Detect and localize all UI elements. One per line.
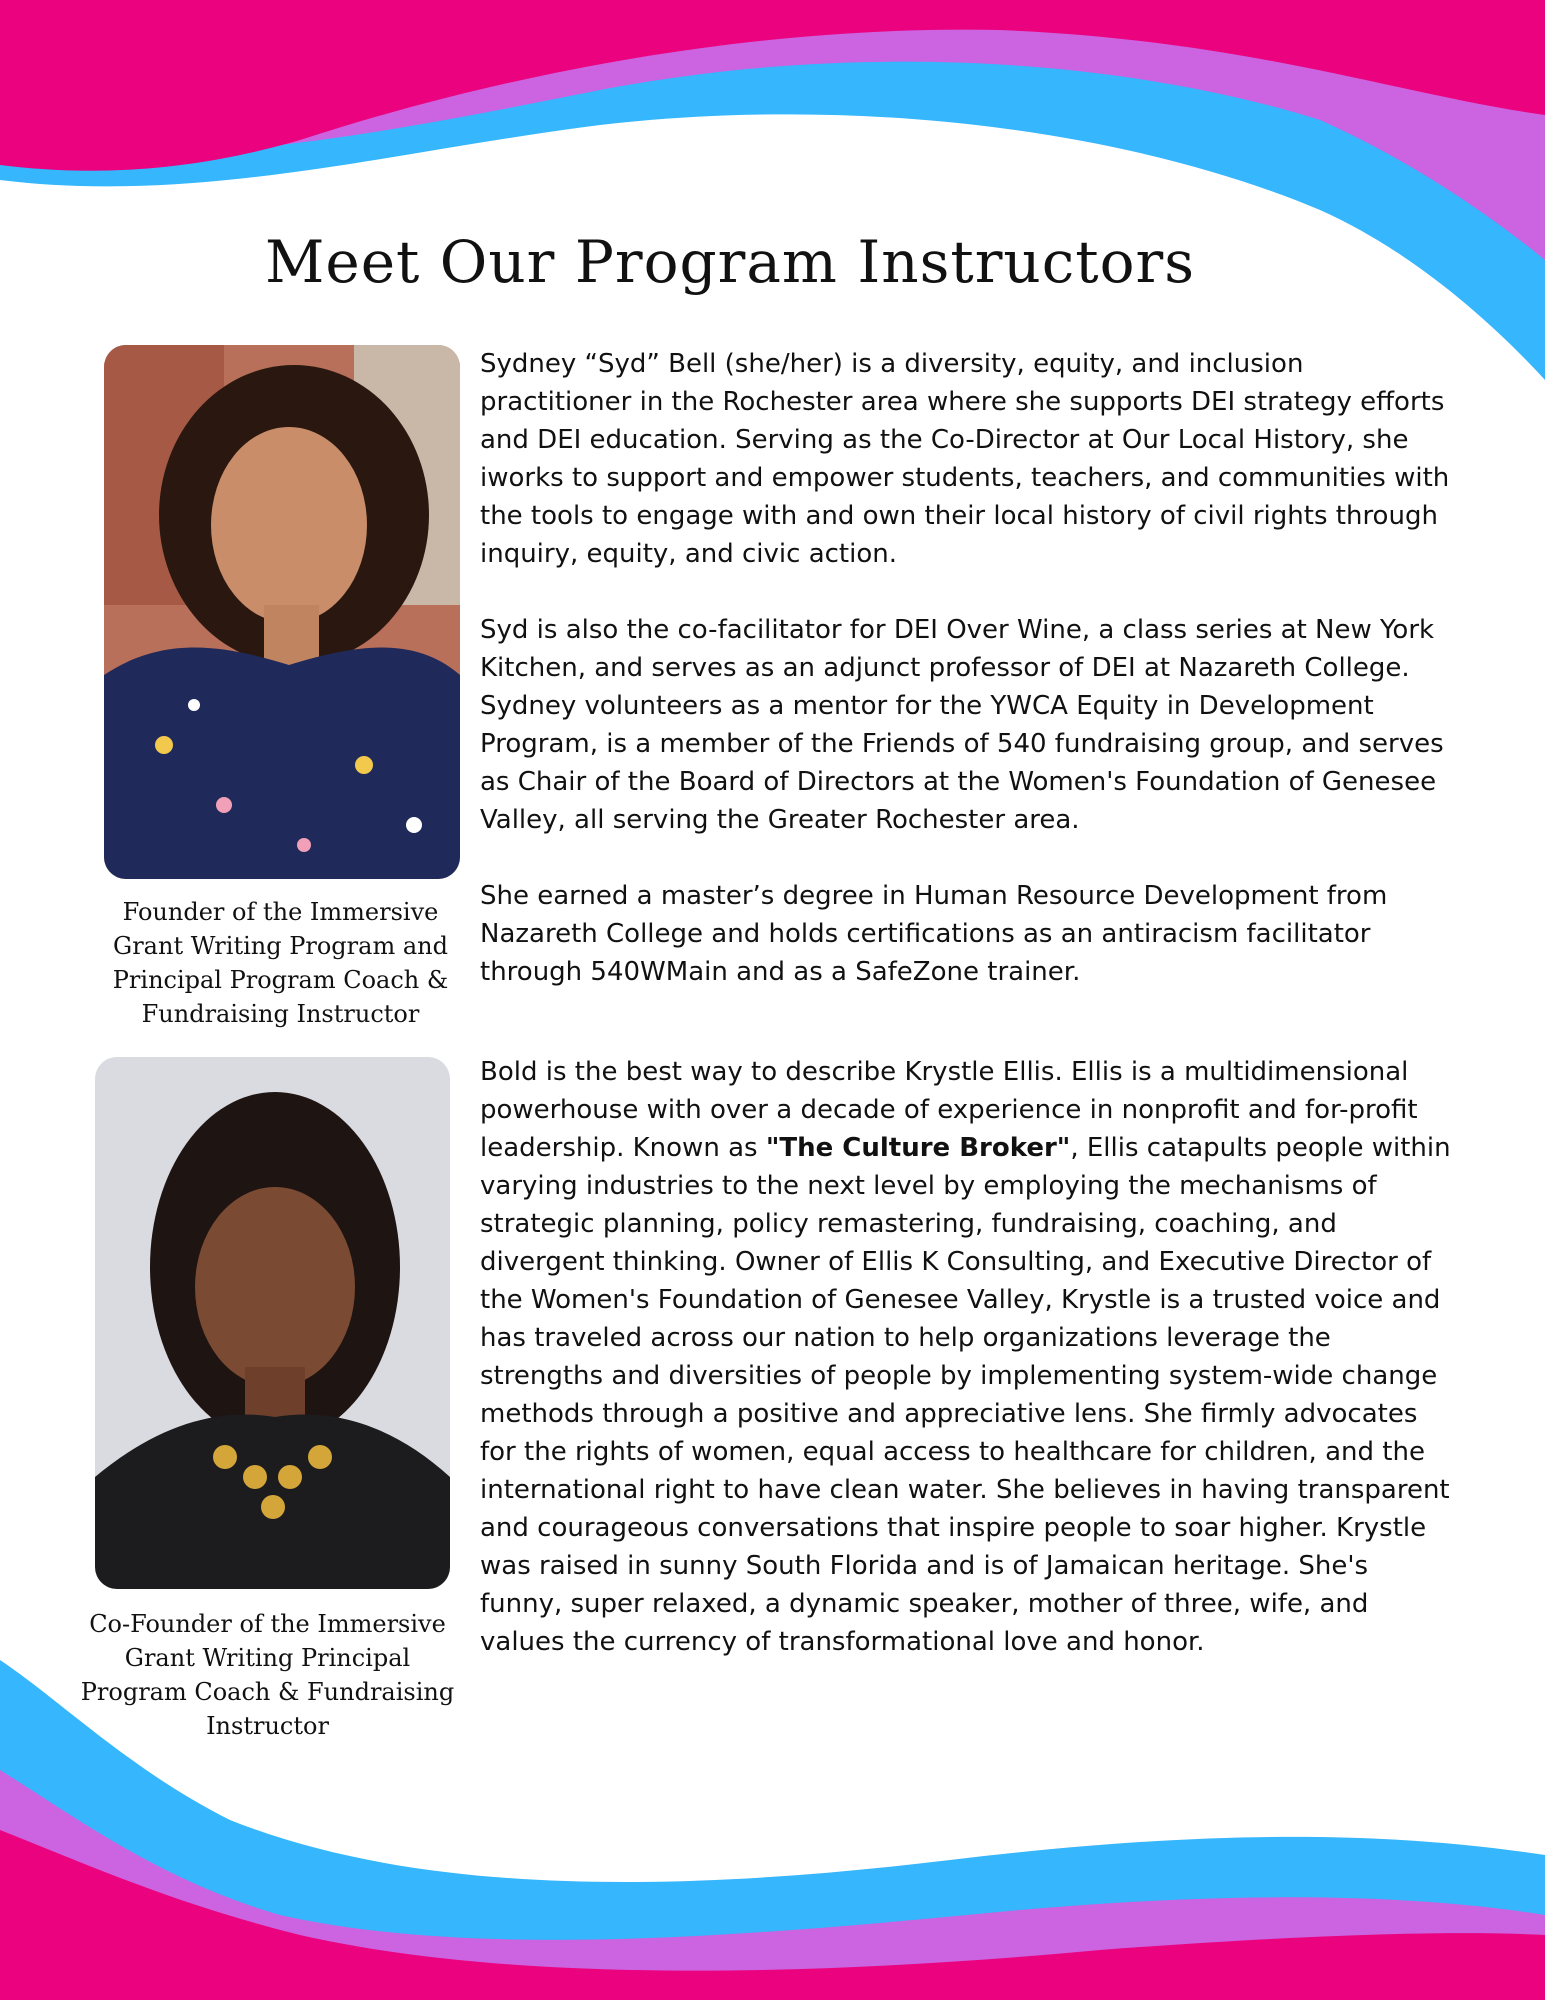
portrait-photo-icon [95, 1057, 450, 1589]
bio-text: Bold is the best way to describe Krystle Ellis. Ellis is a multidimensional powerhouse with over a decade of experience in nonprofit and for-profit leadership. Known as [480, 1057, 1418, 1163]
bio-paragraph: Sydney “Syd” Bell (she/her) is a diversity, equity, and inclusion practitioner in the Rochester area where she supports DEI strategy efforts and DEI education. Serving as the Co-Director at Our Local History, she iworks to support and empower students, teachers, and communities with the tools to engage with and own their local history of civil rights through inquiry, equity, and civic action. [480, 349, 1450, 569]
instructor-1-bio [480, 345, 1455, 1029]
bio-paragraph: Syd is also the co-facilitator for DEI Over Wine, a class series at New York Kitchen, and serves as an adjunct professor of DEI at Nazareth College. Sydney volunteers as a mentor for the YWCA Equity in Development Program, is a member of the Friends of 540 fundraising group, and serves as Chair of the Board of Directors at the Women's Foundation of Genesee Valley, all serving the Greater Rochester area. [480, 615, 1444, 835]
bio-text: , Ellis catapults people within varying industries to the next level by employing the mechanisms of strategic planning, policy remastering, fundraising, coaching, and divergent thinking. Owner of Ellis K Consulting, and Executive Director of the Women's Foundation of Genesee Valley, Krystle is a trusted voice and has traveled across our nation to help organizations leverage the strengths and diversities of people by implementing system-wide change methods through a positive and appreciative lens. She firmly advocates for the rights of women, equal access to healthcare for children, and the international right to have clean water. She believes in having transparent and courageous conversations that inspire people to soar higher. Krystle was raised in sunny South Florida and is of Jamaican heritage. She's funny, super relaxed, a dynamic speaker, mother of three, wife, and values the currency of transformational love and honor. [480, 1133, 1451, 1657]
bio-bold-text: "The Culture Broker" [765, 1133, 1071, 1163]
bio-paragraph [480, 1053, 1455, 1661]
bio-paragraph: She earned a master’s degree in Human Resource Development from Nazareth College and holds certifications as an antiracism facilitator through 540WMain and as a SafeZone trainer. [480, 881, 1388, 987]
instructor-2-photo [95, 1057, 450, 1589]
page-title: Meet Our Program Instructors [264, 228, 1195, 296]
instructor-2-caption: Co-Founder of the Immersive Grant Writing Principal Program Coach & Fundraising Instructor [80, 1610, 455, 1740]
instructor-1-caption: Founder of the Immersive Grant Writing Program and Principal Program Coach & Fundraising Instructor [112, 898, 449, 1028]
instructor-1-photo [104, 345, 460, 879]
instructor-2-bio [480, 1053, 1455, 1699]
portrait-photo-icon [104, 345, 460, 879]
